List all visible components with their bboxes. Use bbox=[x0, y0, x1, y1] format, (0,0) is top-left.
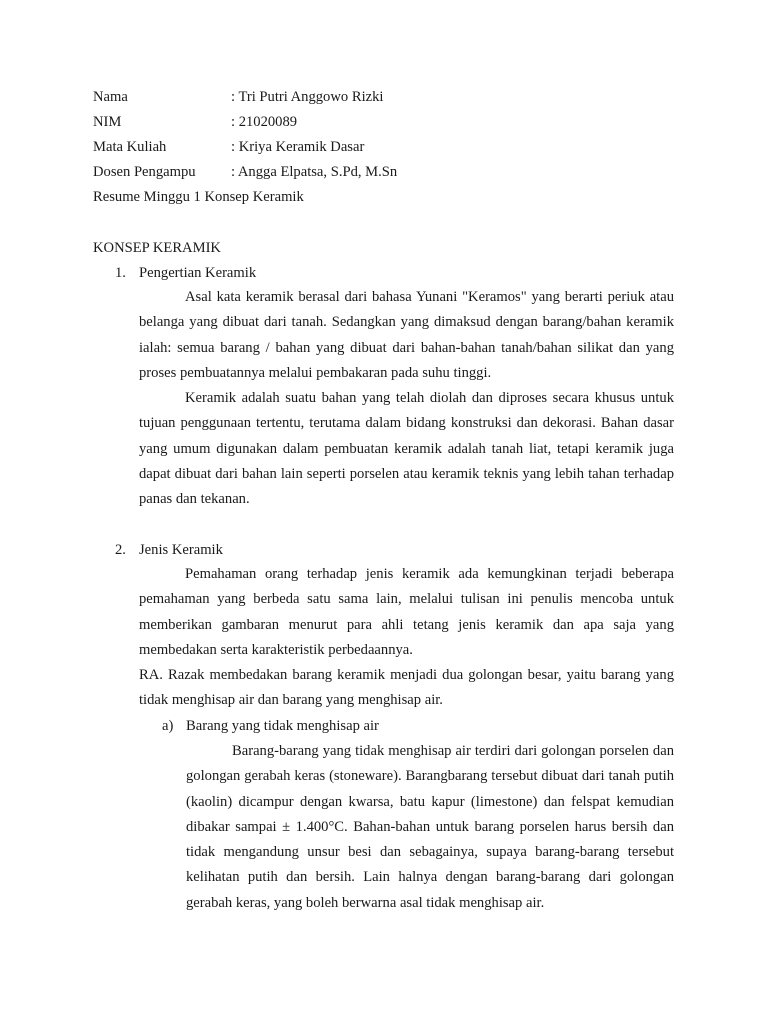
item1-heading: Pengertian Keramik bbox=[139, 265, 257, 281]
item1-paragraph-2: Keramik adalah suatu bahan yang telah diolah dan diproses secara khusus untuk tujuan penggunaan tertentu, terutama dalam bidang konstruksi dan dekorasi. Bahan dasar yang umum digunakan dalam pembuatan keramik adalah tanah liat, tetapi keramik juga dapat dibuat dari bahan lain seperti porselen atau keramik teknis yang lebih tahan terhadap panas dan tekanan. bbox=[139, 390, 674, 508]
sub-a-heading: Barang yang tidak menghisap air bbox=[186, 718, 379, 734]
item2-paragraph-1: Pemahaman orang terhadap jenis keramik ada kemungkinan terjadi beberapa pemahaman yang berbeda satu sama lain, melalui tulisan ini penulis mencoba untuk memberikan gambaran menurut para ahli tetang jenis keramik dan apa saja yang membedakan serta karakteristik perbedaannya. bbox=[139, 566, 674, 658]
lecturer-label: Dosen Pengampu bbox=[93, 164, 196, 180]
nim-label: NIM bbox=[93, 114, 122, 130]
section-title: KONSEP KERAMIK bbox=[93, 240, 221, 256]
sub-a-label: a) bbox=[162, 718, 174, 734]
sub-a-paragraph: Barang-barang yang tidak menghisap air terdiri dari golongan porselen dan golongan gerabah keras (stoneware). Barangbarang tersebut dibuat dari tanah putih (kaolin) dicampur dengan kwarsa, batu kapur (limestone) dan felspat kemudian dibakar sampai ± 1.400°C. Bahan-bahan untuk barang porselen harus bersih dan tidak mengandung unsur besi dan sebagainya, supaya barang-barang tersebut kelihatan putih dan bersih. Lain halnya dengan barang-barang dari golongan gerabah keras, yang boleh berwarna asal tidak menghisap air. bbox=[186, 743, 674, 911]
nim-value: : 21020089 bbox=[231, 114, 298, 130]
item1-paragraph-1: Asal kata keramik berasal dari bahasa Yunani "Keramos" yang berarti periuk atau belanga yang dibuat dari tanah. Sedangkan yang dimaksud dengan barang/bahan keramik ialah: semua barang / bahan yang dibuat dari bahan-bahan tanah/bahan silikat dan yang proses pembuatannya melalui pembakaran pada suhu tinggi. bbox=[139, 289, 674, 381]
course-label: Mata Kuliah bbox=[93, 139, 167, 155]
item2-paragraph-2: RA. Razak membedakan barang keramik menjadi dua golongan besar, yaitu barang yang tidak menghisap air dan barang yang menghisap air. bbox=[139, 667, 674, 709]
item2-number: 2. bbox=[115, 542, 126, 558]
resume-title: Resume Minggu 1 Konsep Keramik bbox=[93, 189, 304, 205]
item1-number: 1. bbox=[115, 265, 126, 281]
course-value: : Kriya Keramik Dasar bbox=[231, 139, 365, 155]
lecturer-value: : Angga Elpatsa, S.Pd, M.Sn bbox=[231, 164, 398, 180]
item2-heading: Jenis Keramik bbox=[139, 542, 223, 558]
name-label: Nama bbox=[93, 89, 128, 105]
name-value: : Tri Putri Anggowo Rizki bbox=[231, 89, 384, 105]
